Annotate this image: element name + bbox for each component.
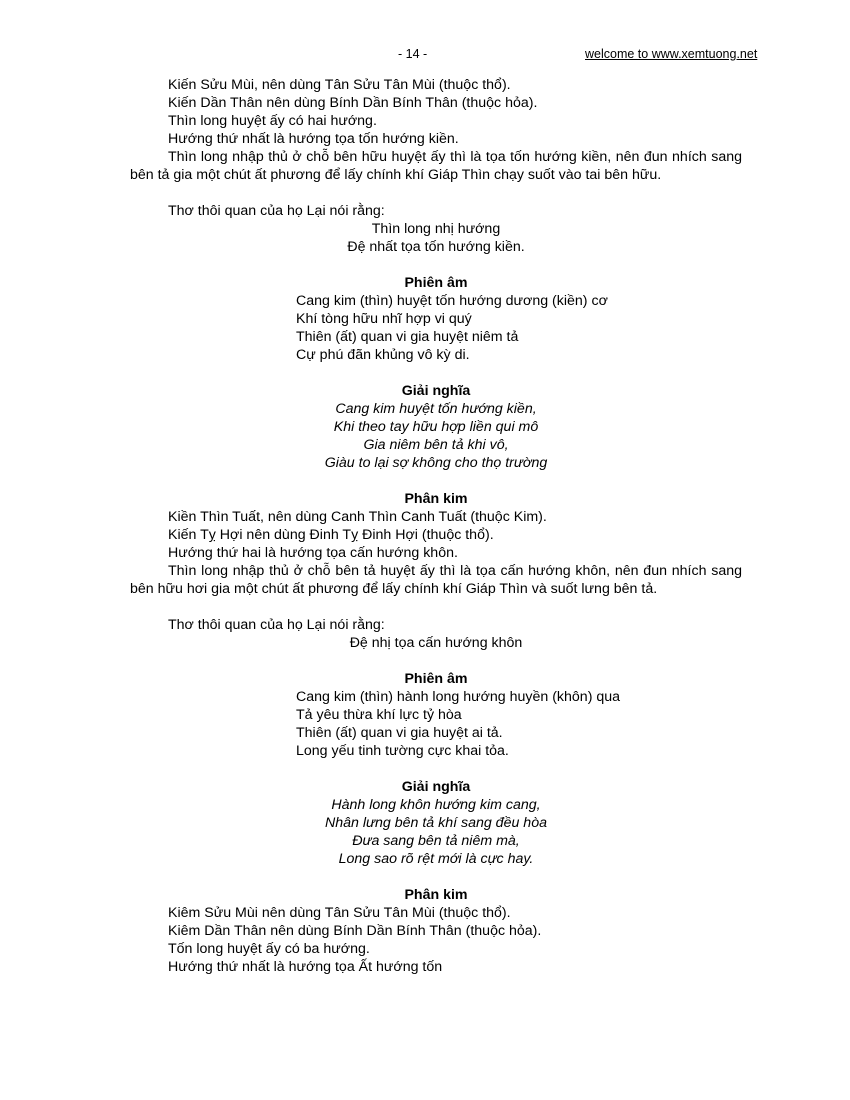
section-heading: Phiên âm [404, 671, 468, 687]
text-line: Thìn long huyệt ấy có hai hướng. [168, 113, 377, 129]
verse-line: Long yếu tinh tường cực khai tỏa. [296, 743, 509, 759]
verse-line: Tả yêu thừa khí lực tỷ hòa [296, 707, 462, 723]
section-heading: Phiên âm [404, 275, 468, 291]
quote-line: Đệ nhị tọa cấn hướng khôn [349, 635, 523, 651]
verse-line: Cang kim (thìn) hành long hướng huyền (khôn) qua [296, 689, 621, 705]
paragraph: Thìn long nhập thủ ở chỗ bên tả huyệt ấy thì là tọa cấn hướng khôn, nên đun nhích sang bên hữu hơi gia một chút ất phương để lấy chính khí Giáp Thìn và suốt lưng bên tả. [130, 563, 742, 597]
verse-line: Cự phú đãn khủng vô kỳ di. [296, 347, 470, 363]
text-line: Tốn long huyệt ấy có ba hướng. [168, 941, 370, 957]
text-line: Hướng thứ nhất là hướng tọa Ất hướng tốn [168, 959, 443, 975]
verse-line: Khí tòng hữu nhĩ hợp vi quý [296, 311, 472, 327]
page-number: - 14 - [398, 47, 428, 61]
quote-line: Đệ nhất tọa tốn hướng kiền. [347, 239, 525, 255]
verse-line: Thiên (ất) quan vi gia huyệt ai tả. [296, 725, 503, 741]
quote-line: Thìn long nhị hướng [371, 221, 501, 237]
text-line: Kiến Dần Thân nên dùng Bính Dần Bính Thân (thuộc hỏa). [168, 95, 538, 111]
verse-line: Khi theo tay hữu hợp liền qui mô [333, 419, 539, 435]
page-content [130, 76, 742, 976]
site-link[interactable]: welcome to www.xemtuong.net [585, 47, 758, 61]
quote-intro: Thơ thôi quan của họ Lại nói rằng: [168, 617, 385, 633]
section-heading: Phân kim [404, 491, 468, 507]
verse-line: Đưa sang bên tả niêm mà, [352, 833, 520, 849]
verse-line: Nhân lưng bên tả khí sang đều hòa [325, 815, 547, 831]
text-line: Hướng thứ hai là hướng tọa cấn hướng khôn. [168, 545, 458, 561]
verse-line: Giàu to lại sợ không cho thọ trường [324, 455, 548, 471]
verse-line: Gia niêm bên tả khi vô, [363, 437, 509, 453]
verse-line: Cang kim huyệt tốn hướng kiền, [335, 401, 537, 417]
text-line: Kiền Thìn Tuất, nên dùng Canh Thìn Canh Tuất (thuộc Kim). [168, 509, 547, 525]
text-line: Kiêm Sửu Mùi nên dùng Tân Sửu Tân Mùi (thuộc thổ). [168, 905, 511, 921]
verse-line: Cang kim (thìn) huyệt tốn hướng dương (kiền) cơ [296, 293, 608, 309]
section-heading: Giải nghĩa [401, 383, 471, 399]
verse-line: Thiên (ất) quan vi gia huyệt niêm tả [296, 329, 519, 345]
text-line: Kiến Sửu Mùi, nên dùng Tân Sửu Tân Mùi (thuộc thổ). [168, 77, 511, 93]
section-heading: Phân kim [404, 887, 468, 903]
section-heading: Giải nghĩa [401, 779, 471, 795]
verse-line: Long sao rõ rệt mới là cực hay. [338, 851, 534, 867]
text-line: Hướng thứ nhất là hướng tọa tốn hướng kiền. [168, 131, 459, 147]
text-line: Kiêm Dần Thân nên dùng Bính Dần Bính Thân (thuộc hỏa). [168, 923, 542, 939]
quote-intro: Thơ thôi quan của họ Lại nói rằng: [168, 203, 385, 219]
verse-line: Hành long khôn hướng kim cang, [331, 797, 541, 813]
page-header [0, 47, 850, 67]
text-line: Kiến Tỵ Hợi nên dùng Đinh Tỵ Đinh Hợi (thuộc thổ). [168, 527, 494, 543]
paragraph: Thìn long nhập thủ ở chỗ bên hữu huyệt ấy thì là tọa tốn hướng kiền, nên đun nhích sang bên tả gia một chút ất phương để lấy chính khí Giáp Thìn chạy suốt vào tai bên hữu. [130, 149, 742, 183]
